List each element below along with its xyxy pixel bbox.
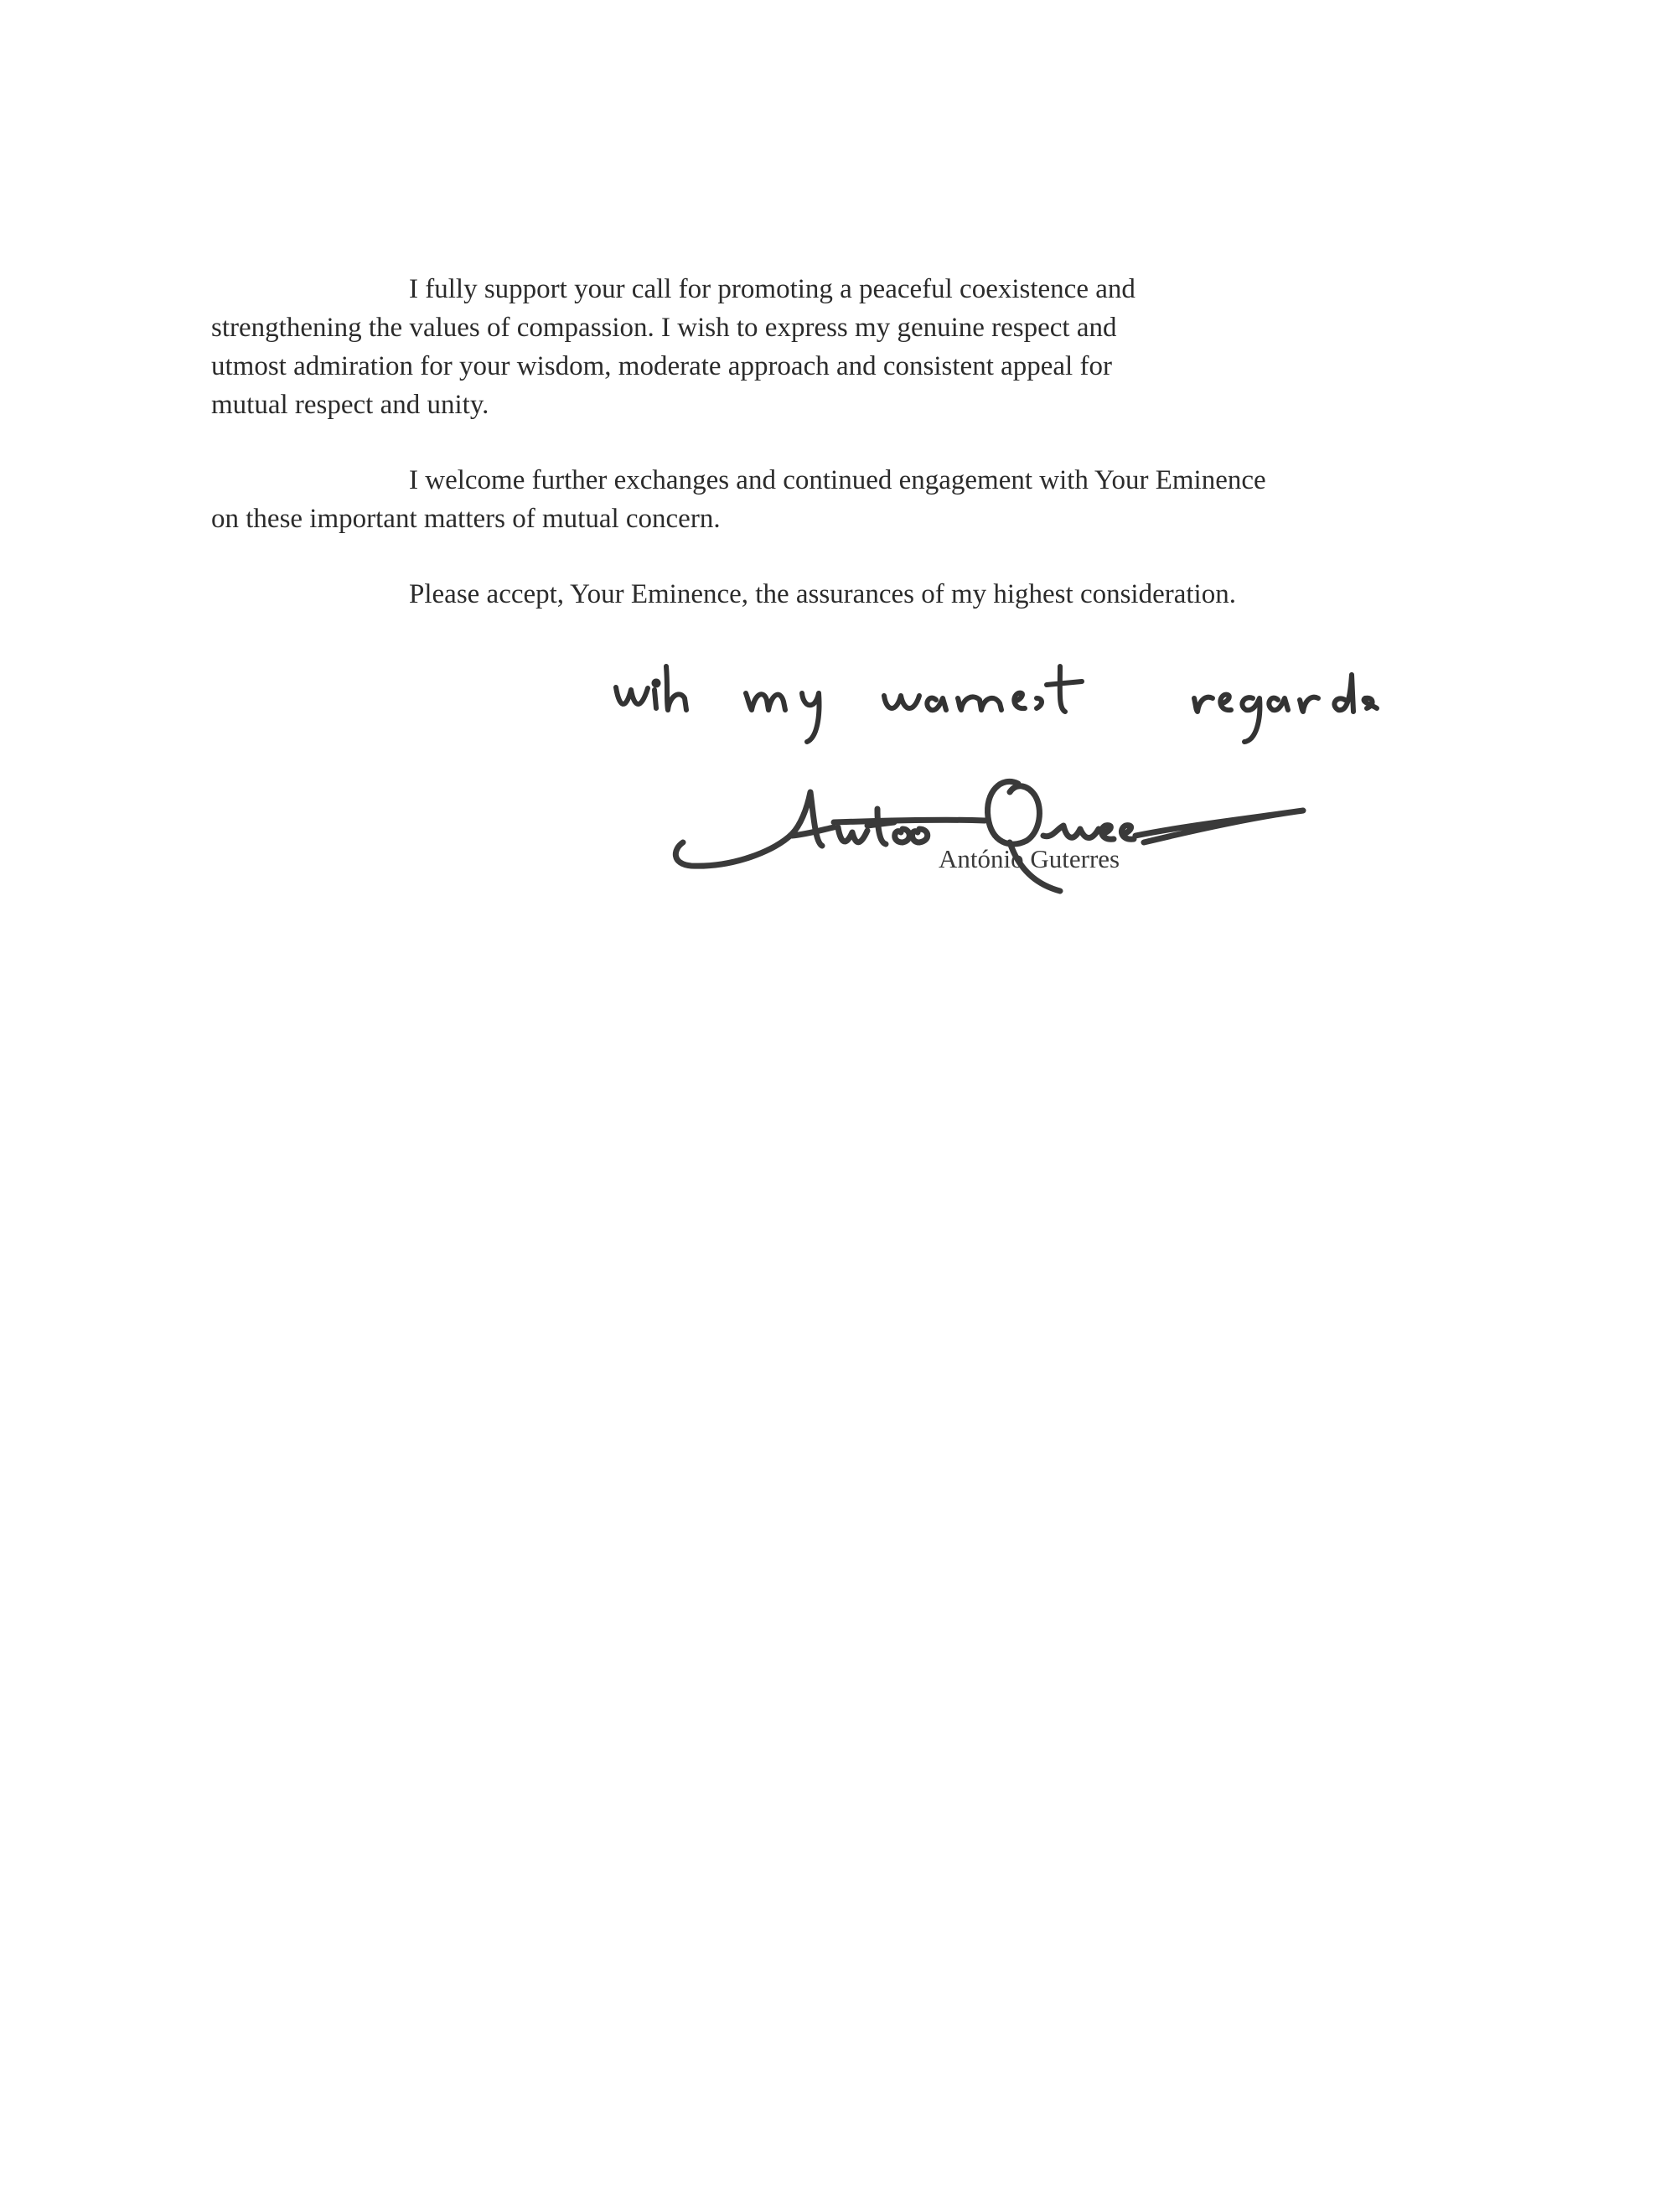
letter-body bbox=[211, 270, 1450, 650]
paragraph-consideration bbox=[310, 575, 1450, 614]
paragraph-support bbox=[211, 270, 1450, 424]
text-line: on these important matters of mutual concern. bbox=[211, 504, 721, 534]
paragraph-engagement bbox=[211, 461, 1450, 538]
handwritten-closing-icon bbox=[608, 650, 1395, 750]
text-line: strengthening the values of compassion. I wish to express my genuine respect and bbox=[211, 313, 1117, 343]
text-line: I welcome further exchanges and continued engagement with Your Eminence bbox=[409, 465, 1266, 495]
text-line: mutual respect and unity. bbox=[211, 390, 489, 420]
handwritten-signature-icon bbox=[666, 759, 1320, 909]
text-line: I fully support your call for promoting a peaceful coexistence and bbox=[409, 274, 1135, 304]
text-line: Please accept, Your Eminence, the assurances of my highest consideration. bbox=[409, 579, 1236, 609]
text-line: utmost admiration for your wisdom, moderate approach and consistent appeal for bbox=[211, 351, 1112, 381]
signatory-name: António Guterres bbox=[939, 844, 1120, 873]
